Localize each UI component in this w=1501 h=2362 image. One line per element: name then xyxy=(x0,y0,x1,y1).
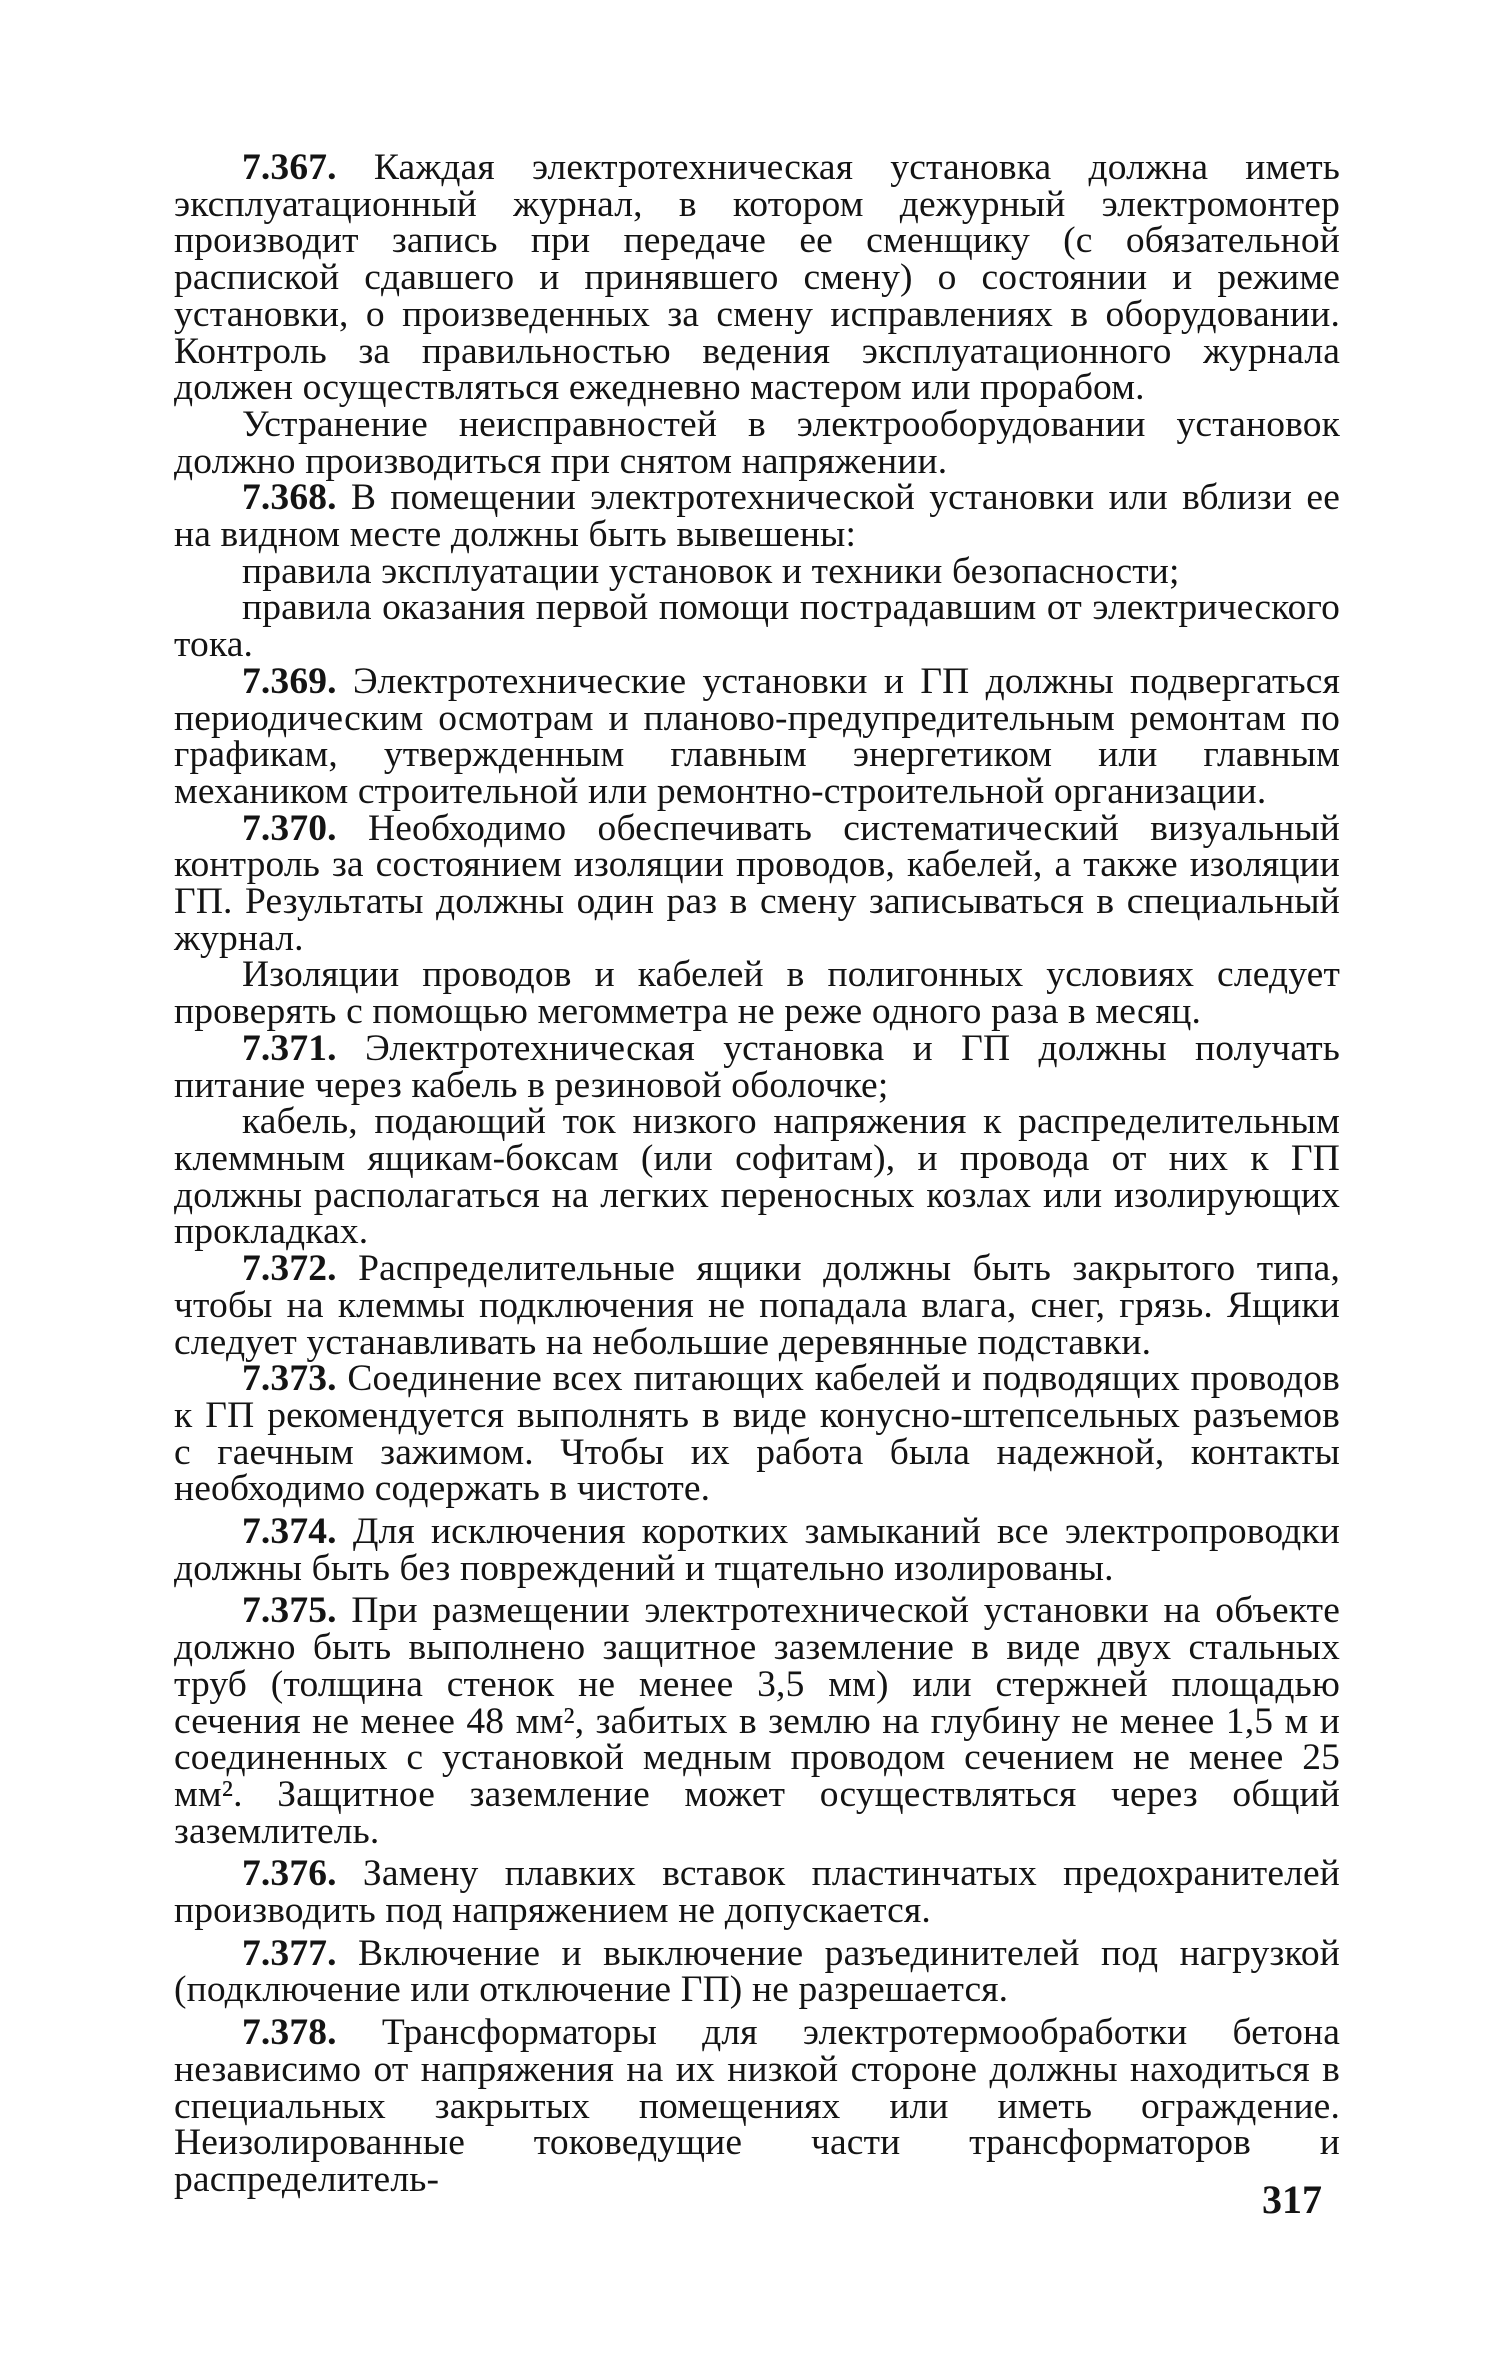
paragraph-7-378: 7.378. Трансформаторы для электротермообработки бетона независимо от напряжения на их низкой стороне должны находиться в специальных закрытых помещениях или иметь ограждение. Неизолированные токоведущие части трансформаторов и распределитель- xyxy=(174,2012,1340,2200)
paragraph-7-367: 7.367. Каждая электротехническая установка должна иметь эксплуатационный журнал, в котором дежурный электромонтер производит запись при передаче ее сменщику (с обязательной распиской сдавшего и принявшего смену) о состоянии и режиме установки, о произведенных за смену исправлениях в оборудовании. Контроль за правильностью ведения эксплуатационного журнала должен осуществляться ежедневно мастером или прорабом. xyxy=(174,147,1340,409)
paragraph-7-370: 7.370. Необходимо обеспечивать систематический визуальный контроль за состоянием изоляции проводов, кабелей, а также изоляции ГП. Результаты должны один раз в смену записываться в специальный журнал. xyxy=(174,807,1340,959)
paragraph-7-376: 7.376. Замену плавких вставок пластинчатых предохранителей производить под напряжением не допускается. xyxy=(174,1853,1340,1932)
paragraph-7-371-note: кабель, подающий ток низкого напряжения к распределительным клеммным ящикам-боксам (или софитам), и провода от них к ГП должны располагаться на легких переносных козлах или изолирующих прокладках. xyxy=(174,1101,1340,1253)
paragraph-7-368-item-2: правила оказания первой помощи пострадавшим от электрического тока. xyxy=(174,587,1340,666)
paragraph-7-368: 7.368. В помещении электротехнической установки или вблизи ее на видном месте должны быть вывешены: xyxy=(174,477,1340,556)
page-number: 317 xyxy=(1262,2177,1322,2222)
paragraph-7-373: 7.373. Соединение всех питающих кабелей и подводящих проводов к ГП рекомендуется выполнять в виде конусно-штепсельных разъемов с гаечным зажимом. Чтобы их работа была надежной, контакты необходимо содержать в чистоте. xyxy=(174,1358,1340,1510)
paragraph-7-368-item-1: правила эксплуатации установок и техники безопасности; xyxy=(242,550,1180,592)
paragraph-7-372: 7.372. Распределительные ящики должны быть закрытого типа, чтобы на клеммы подключения не попадала влага, снег, грязь. Ящики следует устанавливать на небольшие деревянные подставки. xyxy=(174,1248,1340,1363)
paragraph-7-375: 7.375. При размещении электротехнической установки на объекте должно быть выполнено защитное заземление в виде двух стальных труб (толщина стенок не менее 3,5 мм) или стержней площадью сечения не менее 48 мм², забитых в землю на глубину не менее 1,5 м и соединенных с установкой медным проводом сечением не менее 25 мм². Защитное заземление может осуществляться через общий заземлитель. xyxy=(174,1590,1340,1852)
paragraph-7-369: 7.369. Электротехнические установки и ГП должны подвергаться периодическим осмотрам и планово-предупредительным ремонтам по графикам, утвержденным главным энергетиком или главным механиком строительной или ремонтно-строительной организации. xyxy=(174,660,1340,812)
paragraph-7-370-note: Изоляции проводов и кабелей в полигонных условиях следует проверять с помощью мегомметра не реже одного раза в месяц. xyxy=(174,954,1340,1033)
paragraph-7-371: 7.371. Электротехническая установка и ГП должны получать питание через кабель в резиновой оболочке; xyxy=(174,1027,1340,1106)
paragraph-7-377: 7.377. Включение и выключение разъединителей под нагрузкой (подключение или отключение ГП) не разрешается. xyxy=(174,1932,1340,2011)
paragraph-7-374: 7.374. Для исключения коротких замыканий все электропроводки должны быть без повреждений и тщательно изолированы. xyxy=(174,1511,1340,1589)
paragraph-7-367-note: Устранение неисправностей в электрооборудовании установок должно производиться при снятом напряжении. xyxy=(174,403,1340,482)
